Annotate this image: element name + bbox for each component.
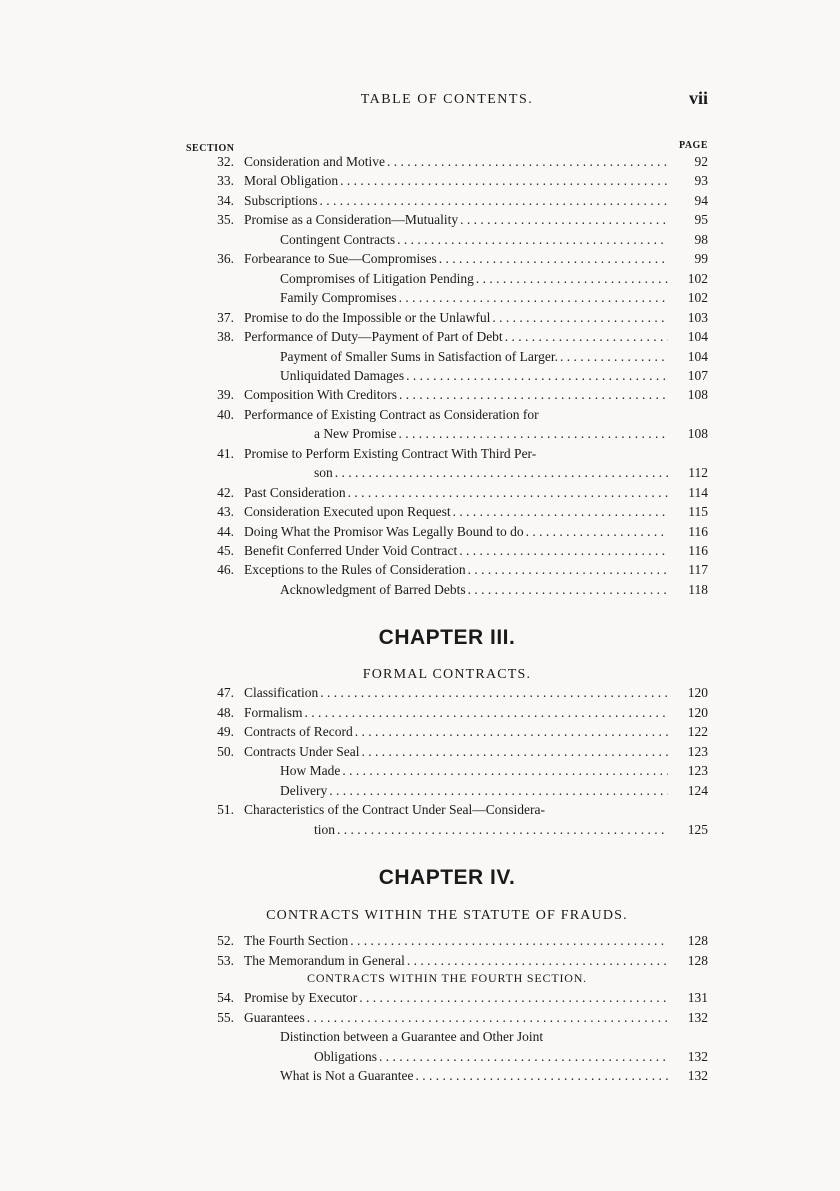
section-number: 33.	[217, 173, 234, 189]
entry-title: Obligations	[314, 1048, 377, 1064]
dot-leader	[396, 424, 668, 443]
page-ref: 104	[687, 348, 708, 364]
toc-entry	[186, 288, 708, 307]
page-number: vii	[688, 88, 708, 108]
page-ref: 128	[687, 952, 708, 968]
toc-entry	[186, 249, 708, 268]
toc-entry	[186, 308, 708, 327]
toc-entry	[186, 483, 708, 502]
chapter-4-subheading: CONTRACTS WITHIN THE FOURTH SECTION.	[307, 971, 587, 985]
section-number: 45.	[217, 543, 234, 558]
toc-entry	[186, 463, 708, 482]
entry-title: Promise by Executor	[244, 990, 358, 1005]
section-number: 36.	[217, 251, 234, 267]
dot-leader	[397, 288, 668, 307]
dot-leader	[490, 308, 668, 327]
section-number: 40.	[217, 406, 234, 422]
dot-leader	[357, 988, 668, 1007]
page-column-label: PAGE	[678, 140, 708, 151]
entry-title: Acknowledgment of Barred Debts	[280, 581, 466, 597]
entry-title: Forbearance to Sue—Compromises	[244, 251, 437, 267]
entry-title: Contracts of Record	[244, 724, 353, 739]
entry-title: Performance of Existing Contract as Consideration for	[244, 406, 539, 422]
toc-entry	[186, 347, 708, 366]
entry-title: Classification	[244, 685, 319, 700]
section-number: 42.	[217, 484, 234, 500]
page-ref: 132	[687, 1068, 708, 1083]
toc-entry	[186, 405, 708, 424]
page-ref: 128	[687, 933, 708, 948]
page-ref: 108	[687, 426, 708, 442]
entry-title: Formalism	[244, 704, 303, 720]
entry-title: Composition With Creditors	[244, 387, 397, 403]
dot-leader	[335, 820, 668, 839]
section-number: 53.	[217, 952, 234, 968]
toc-entry	[186, 230, 708, 249]
toc-entry	[186, 1047, 708, 1066]
dot-leader	[395, 230, 668, 249]
toc-entry	[186, 269, 708, 288]
page-ref: 99	[694, 251, 708, 267]
chapter-4-subtitle: CONTRACTS WITHIN THE STATUTE OF FRAUDS.	[266, 908, 628, 923]
dot-leader	[404, 366, 668, 385]
section-number: 49.	[217, 724, 234, 739]
toc-entry	[186, 761, 708, 780]
toc-entry	[186, 560, 708, 579]
entry-title: Consideration and Motive	[244, 154, 385, 169]
entry-title: The Memorandum in General	[244, 952, 405, 968]
dot-leader	[338, 171, 668, 190]
page-ref: 108	[687, 387, 708, 403]
section-number: 46.	[217, 562, 234, 578]
entry-title: Contracts Under Seal	[244, 743, 360, 759]
dot-leader	[466, 580, 668, 599]
toc-entry	[186, 327, 708, 346]
chapter-4-heading: CHAPTER IV.	[378, 866, 516, 889]
entry-title: Past Consideration	[244, 484, 346, 500]
page-ref: 115	[688, 504, 708, 520]
page-ref: 94	[694, 192, 708, 208]
dot-leader	[451, 502, 668, 521]
toc-entry	[186, 820, 708, 839]
section-number: 44.	[217, 523, 234, 539]
toc-entry	[186, 152, 708, 171]
dot-leader	[318, 683, 668, 702]
chapter-3-subtitle: FORMAL CONTRACTS.	[362, 667, 532, 682]
section-number: 34.	[217, 192, 234, 208]
entry-title: Delivery	[280, 782, 328, 798]
toc-entry	[186, 385, 708, 404]
section-number: 52.	[217, 933, 234, 948]
toc-entry	[186, 1027, 708, 1046]
section-number: 48.	[217, 704, 234, 720]
dot-leader	[503, 327, 668, 346]
dot-leader	[466, 560, 668, 579]
chapter-3-heading: CHAPTER III.	[378, 626, 516, 649]
toc-entry	[186, 424, 708, 443]
entry-title: Subscriptions	[244, 192, 318, 208]
toc-entry	[186, 541, 708, 560]
entry-title: The Fourth Section	[244, 933, 349, 948]
toc-entry	[186, 683, 708, 702]
page-ref: 131	[687, 990, 708, 1005]
page-ref: 120	[687, 685, 708, 700]
toc-entry	[186, 703, 708, 722]
toc-entry	[186, 951, 708, 970]
toc-entry	[186, 444, 708, 463]
running-head: TABLE OF CONTENTS.	[360, 92, 534, 107]
page-ref: 112	[688, 465, 708, 481]
entry-title: How Made	[280, 763, 341, 778]
page-ref: 118	[688, 581, 708, 597]
toc-entry	[186, 366, 708, 385]
toc-entry	[186, 722, 708, 741]
page-ref: 102	[687, 290, 708, 306]
page-ref: 122	[687, 724, 708, 739]
page-ref: 103	[687, 309, 708, 325]
toc-entry	[186, 800, 708, 819]
dot-leader	[346, 483, 668, 502]
entry-title: Contingent Contracts	[280, 231, 396, 247]
toc-entry	[186, 191, 708, 210]
section-number: 41.	[217, 445, 234, 461]
dot-leader	[303, 703, 668, 722]
section-number: 51.	[217, 802, 234, 817]
entry-title: Doing What the Promisor Was Legally Bound to do	[244, 523, 524, 539]
entry-title: Promise to Perform Existing Contract With Third Per-	[244, 445, 537, 461]
entry-title: Benefit Conferred Under Void Contract	[244, 543, 458, 558]
dot-leader	[457, 541, 668, 560]
page-ref: 116	[688, 543, 708, 558]
page-ref: 117	[688, 562, 708, 578]
dot-leader	[359, 742, 668, 761]
toc-entry	[186, 210, 708, 229]
toc-entry	[186, 580, 708, 599]
dot-leader	[437, 249, 668, 268]
entry-title: Unliquidated Damages	[280, 367, 405, 383]
dot-leader	[413, 1066, 668, 1085]
entry-title: Promise as a Consideration—Mutuality	[244, 212, 459, 228]
page-ref: 125	[687, 821, 708, 837]
entry-title: Family Compromises	[280, 290, 397, 306]
toc-entry	[186, 171, 708, 190]
section-number: 55.	[217, 1009, 234, 1025]
entry-title: Promise to do the Impossible or the Unlawful	[244, 309, 491, 325]
page-ref: 93	[694, 173, 708, 189]
section-number: 43.	[217, 504, 234, 520]
dot-leader	[524, 522, 668, 541]
section-number: 35.	[217, 212, 234, 228]
toc-entry	[186, 988, 708, 1007]
entry-title: son	[314, 465, 333, 481]
toc-entry	[186, 781, 708, 800]
section-number: 37.	[217, 309, 234, 325]
dot-leader	[340, 761, 668, 780]
dot-leader	[474, 269, 668, 288]
dot-leader	[318, 191, 668, 210]
entry-title: Characteristics of the Contract Under Seal—Considera-	[244, 802, 546, 817]
entry-title: Performance of Duty—Payment of Part of Debt	[244, 329, 503, 345]
toc-entry	[186, 931, 708, 950]
section-number: 50.	[217, 743, 234, 759]
section-column-label: SECTION	[186, 143, 235, 154]
entry-title: Compromises of Litigation Pending	[280, 270, 474, 286]
dot-leader	[458, 210, 668, 229]
page-ref: 107	[687, 367, 708, 383]
section-number: 47.	[217, 685, 234, 700]
entry-title: Consideration Executed upon Request	[244, 504, 451, 520]
dot-leader	[558, 347, 668, 366]
toc-entry	[186, 502, 708, 521]
section-number: 54.	[217, 990, 234, 1005]
entry-title: Distinction between a Guarantee and Other Joint	[280, 1029, 544, 1044]
dot-leader	[405, 951, 668, 970]
entry-title: Guarantees	[244, 1009, 305, 1025]
dot-leader	[385, 152, 668, 171]
toc-entry	[186, 1008, 708, 1027]
section-number: 38.	[217, 329, 234, 345]
entry-title: Moral Obligation	[244, 173, 339, 189]
dot-leader	[305, 1008, 668, 1027]
page-ref: 92	[694, 154, 708, 169]
entry-title: What is Not a Guarantee	[280, 1068, 414, 1083]
toc-entry	[186, 1066, 708, 1085]
dot-leader	[333, 463, 668, 482]
entry-title: Exceptions to the Rules of Consideration	[244, 562, 466, 578]
page-ref: 98	[694, 231, 708, 247]
page-ref: 104	[687, 329, 708, 345]
page-ref: 95	[694, 212, 708, 228]
dot-leader	[327, 781, 668, 800]
section-number: 39.	[217, 387, 234, 403]
page-ref: 120	[687, 704, 708, 720]
entry-title: Payment of Smaller Sums in Satisfaction of Larger.	[280, 348, 558, 364]
page-ref: 114	[688, 484, 708, 500]
dot-leader	[377, 1047, 668, 1066]
dot-leader	[348, 931, 668, 950]
section-number: 32.	[217, 154, 234, 169]
page-ref: 132	[687, 1009, 708, 1025]
dot-leader	[353, 722, 668, 741]
dot-leader	[397, 385, 668, 404]
toc-entry	[186, 522, 708, 541]
entry-title: tion	[314, 821, 336, 837]
entry-title: a New Promise	[314, 426, 397, 442]
page-ref: 123	[687, 743, 708, 759]
toc-entry	[186, 742, 708, 761]
page-ref: 116	[688, 523, 708, 539]
page-ref: 123	[687, 763, 708, 778]
page-ref: 124	[687, 782, 708, 798]
page-ref: 132	[687, 1048, 708, 1064]
page-ref: 102	[687, 270, 708, 286]
